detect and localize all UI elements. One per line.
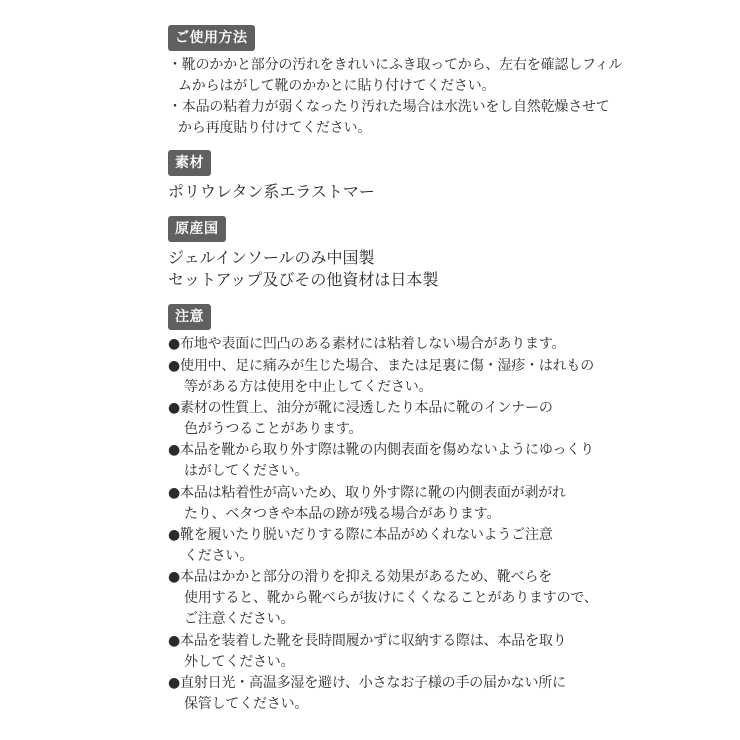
caution-item-4-line-1: ●本品を靴から取り外す際は靴の内側表面を傷めないようにゆっくり [168,442,594,458]
usage-item-1-line-2: ムからはがして靴のかかとに貼り付けてください。 [178,78,496,94]
origin-heading: 原産国 [168,216,226,242]
caution-item-8-line-1: ●本品を装着した靴を長時間履かずに収納する際は、本品を取り [168,633,567,649]
caution-item-7-line-1: ●本品はかかと部分の滑りを抑える効果があるため、靴べらを [168,569,553,585]
usage-heading: ご使用方法 [168,25,255,51]
caution-item-9-line-2: 保管してください。 [184,696,309,712]
caution-item-3-line-1: ●素材の性質上、油分が靴に浸透したり本品に靴のインナーの [168,400,553,416]
usage-item-2-line-1: ・本品の粘着力が弱くなったり汚れた場合は水洗いをし自然乾燥させて [168,99,610,115]
caution-item-9-line-1: ●直射日光・高温多湿を避け、小さなお子様の手の届かない所に [168,675,566,691]
usage-item-2-line-2: から再度貼り付けてください。 [178,120,372,136]
caution-heading: 注意 [168,304,211,330]
caution-item-5-line-1: ●本品は粘着性が高いため、取り外す際に靴の内側表面が剥がれ [168,485,566,501]
caution-item-7-line-3: ご注意ください。 [184,611,295,627]
caution-item-8-line-2: 外してください。 [184,654,295,670]
caution-item-3-line-2: 色がうつることがあります。 [184,421,363,437]
caution-item-5-line-2: たり、ベタつきや本品の跡が残る場合があります。 [184,506,501,522]
caution-item-6-line-2: ください。 [184,548,253,564]
caution-item-2-line-2: 等がある方は使用を中止してください。 [184,379,433,395]
material-text: ポリウレタン系エラストマー [168,182,375,201]
origin-line-2: セットアップ及びその他資材は日本製 [168,270,439,289]
caution-item-6-line-1: ●靴を履いたり脱いだりする際に本品がめくれないようご注意 [168,527,553,543]
caution-item-7-line-2: 使用すると、靴から靴べらが抜けにくくなることがありますので、 [184,590,598,606]
caution-item-1-line-1: ●布地や表面に凹凸のある素材には粘着しない場合があります。 [168,336,566,352]
caution-item-2-line-1: ●使用中、足に痛みが生じた場合、または足裏に傷・湿疹・はれもの [168,358,595,374]
usage-item-1-line-1: ・靴のかかと部分の汚れをきれいにふき取ってから、左右を確認しフィル [168,57,623,73]
caution-item-4-line-2: はがしてください。 [184,463,309,479]
material-heading: 素材 [168,150,211,176]
origin-line-1: ジェルインソールのみ中国製 [168,248,375,267]
